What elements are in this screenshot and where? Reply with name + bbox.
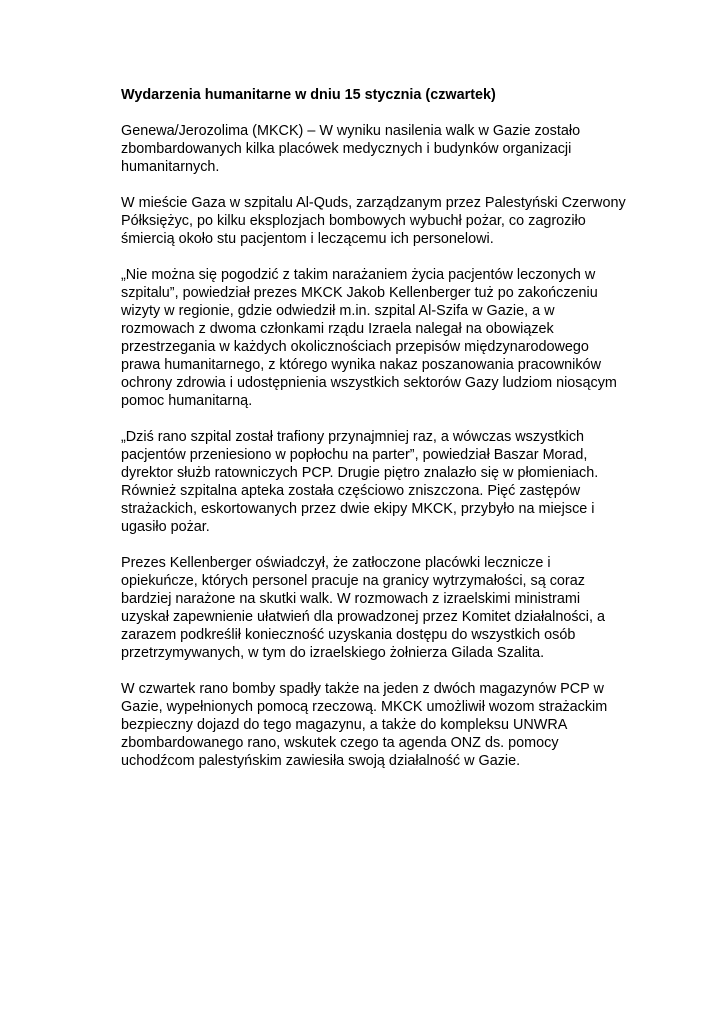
text-line: uchodźcom palestyńskim zawiesiła swoją działalność w Gazie. <box>121 753 521 769</box>
text-line: Prezes Kellenberger oświadczył, że zatłoczone placówki lecznicze i <box>121 555 551 571</box>
text-line: „Dziś rano szpital został trafiony przynajmniej raz, a wówczas wszystkich <box>121 429 585 445</box>
paragraph-1 <box>121 122 641 176</box>
text-line: bezpieczny dojazd do tego magazynu, a także do kompleksu UNWRA <box>121 717 568 733</box>
text-line: ugasiło pożar. <box>121 519 210 535</box>
text-line: ochrony zdrowia i udostępnienia wszystkich sektorów Gazy ludziom niosącym <box>121 375 617 391</box>
text-line: przestrzegania w każdych okolicznościach przepisów międzynarodowego <box>121 339 589 355</box>
text-line: przetrzymywanych, w tym do izraelskiego żołnierza Gilada Szalita. <box>121 645 545 661</box>
text-line: pacjentów przeniesiono w popłochu na parter”, powiedział Baszar Morad, <box>121 447 588 463</box>
text-line: Półksiężyc, po kilku eksplozjach bombowych wybuchł pożar, co zagroziło <box>121 213 586 229</box>
paragraph-3 <box>121 266 641 410</box>
text-line: opiekuńcze, których personel pracuje na granicy wytrzymałości, są coraz <box>121 573 585 589</box>
text-line: strażackich, eskortowanych przez dwie ekipy MKCK, przybyło na miejsce i <box>121 501 595 517</box>
text-line: Genewa/Jerozolima (MKCK) – W wyniku nasilenia walk w Gazie zostało <box>121 123 581 139</box>
text-line: W czwartek rano bomby spadły także na jeden z dwóch magazynów PCP w <box>121 681 604 697</box>
text-line: prawa humanitarnego, z którego wynika nakaz poszanowania pracowników <box>121 357 601 373</box>
text-line: pomoc humanitarną. <box>121 393 253 409</box>
text-line: wizyty w regionie, gdzie odwiedził m.in. szpital Al-Szifa w Gazie, a w <box>121 303 555 319</box>
document-title: Wydarzenia humanitarne w dniu 15 stycznia (czwartek) <box>121 87 496 103</box>
text-line: Gazie, wypełnionych pomocą rzeczową. MKCK umożliwił wozom strażackim <box>121 699 608 715</box>
paragraph-4 <box>121 428 641 536</box>
text-line: dyrektor służb ratowniczych PCP. Drugie piętro znalazło się w płomieniach. <box>121 465 599 481</box>
text-line: Również szpitalna apteka została częściowo zniszczona. Pięć zastępów <box>121 483 581 499</box>
text-line: „Nie można się pogodzić z takim narażaniem życia pacjentów leczonych w <box>121 267 596 283</box>
document-body <box>121 86 641 788</box>
paragraph-6 <box>121 680 641 770</box>
text-line: zarazem podkreślił konieczność uzyskania dostępu do wszystkich osób <box>121 627 576 643</box>
text-line: uzyskał zapewnienie ułatwień dla prowadzonej przez Komitet działalności, a <box>121 609 605 625</box>
text-line: zbombardowanego rano, wskutek czego ta agenda ONZ ds. pomocy <box>121 735 559 751</box>
text-line: bardziej narażone na skutki walk. W rozmowach z izraelskimi ministrami <box>121 591 581 607</box>
text-line: szpitalu”, powiedział prezes MKCK Jakob Kellenberger tuż po zakończeniu <box>121 285 598 301</box>
text-line: humanitarnych. <box>121 159 220 175</box>
text-line: rozmowach z dwoma członkami rządu Izraela nalegał na obowiązek <box>121 321 554 337</box>
text-line: W mieście Gaza w szpitalu Al-Quds, zarządzanym przez Palestyński Czerwony <box>121 195 626 211</box>
paragraph-2 <box>121 194 641 248</box>
text-line: zbombardowanych kilka placówek medycznych i budynków organizacji <box>121 141 572 157</box>
text-line: śmiercią około stu pacjentom i leczącemu ich personelowi. <box>121 231 494 247</box>
paragraph-5 <box>121 554 641 662</box>
